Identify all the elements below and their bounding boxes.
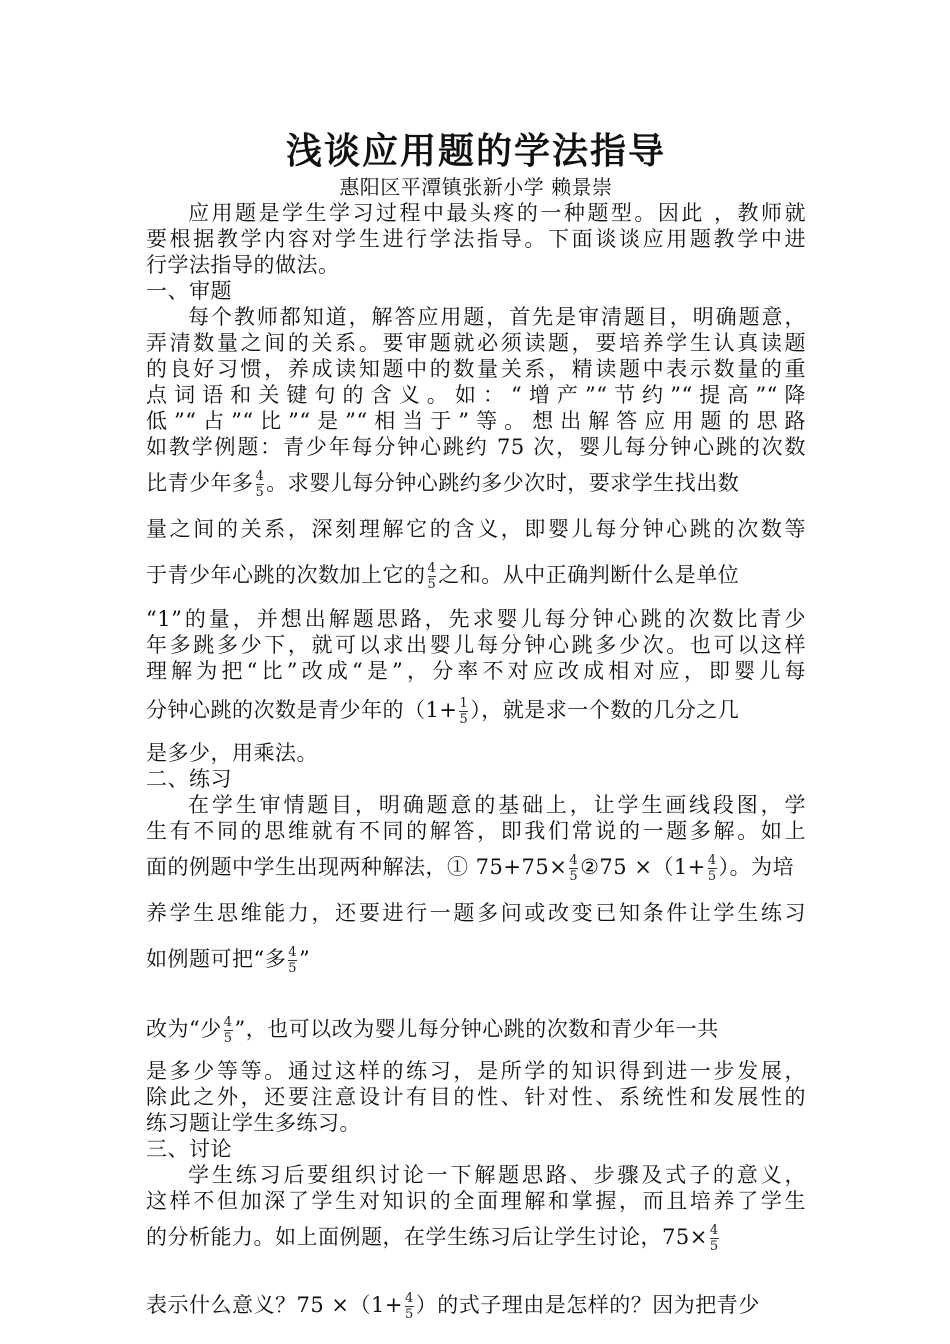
p2-line-7: 是多少等等。通过这样的练习，是所学的知识得到进一步发展， (146, 1059, 806, 1083)
numerator: 4 (709, 1223, 719, 1238)
p1-line-11: 年多跳多少下，就可以求出婴儿每分钟心跳多少次。也可以这样 (146, 633, 806, 657)
denominator: 5 (709, 1239, 719, 1254)
p1-line-8: 量之间的关系，深刻理解它的含义，即婴儿每分钟心跳的次数等 (146, 517, 806, 541)
denominator: 5 (404, 1307, 414, 1322)
denominator: 5 (255, 485, 265, 500)
p2-line-4: 养学生思维能力，还要进行一题多问或改变已知条件让学生练习 (146, 901, 806, 925)
p3-line-4 (146, 1282, 806, 1328)
numerator: 4 (255, 469, 265, 484)
document-page (146, 128, 806, 1328)
author-line: 惠阳区平潭镇张新小学 赖景崇 (339, 175, 613, 199)
fraction-four-fifths (224, 1015, 233, 1046)
text-segment: 面的例题中学生出现两种解法，① 75+75× (146, 855, 568, 879)
spacer (146, 982, 806, 1006)
p1-line-9 (146, 552, 806, 598)
denominator: 5 (427, 577, 437, 592)
p2-line-2: 生有不同的思维就有不同的解答，即我们常说的一题多解。如上 (146, 819, 806, 843)
p2-line-3 (146, 844, 806, 890)
text-segment: 比青少年多 (146, 471, 254, 495)
text-segment: ）的式子理由是怎样的？因为把青少 (415, 1293, 760, 1317)
intro-line-2: 要根据教学内容对学生进行学法指导。下面谈谈应用题教学中进 (146, 227, 806, 251)
denominator: 5 (288, 961, 298, 976)
p2-line-5 (146, 936, 806, 982)
denominator: 5 (223, 1031, 233, 1046)
p1-line-7 (146, 460, 806, 506)
p1-line-14: 是多少，用乘法。 (146, 741, 318, 765)
numerator: 4 (288, 945, 298, 960)
p1-line-3: 的良好习惯，养成读知题中的数量关系，精读题中表示数量的重 (146, 357, 806, 381)
text-segment: 表示什么意义？75 ×（1+ (146, 1293, 403, 1317)
section-heading-1: 一、审题 (146, 279, 232, 303)
p2-line-8: 除此之外，还要注意设计有目的性、针对性、系统性和发展性的 (146, 1085, 806, 1109)
text-segment: 分钟心跳的次数是青少年的（1+ (146, 698, 458, 722)
text-segment: 的分析能力。如上面例题，在学生练习后让学生讨论，75× (146, 1225, 708, 1249)
denominator: 5 (569, 869, 579, 884)
p1-line-2: 弄清数量之间的关系。要审题就必须读题，要培养学生认真读题 (146, 331, 806, 355)
p2-line-6 (146, 1006, 806, 1052)
p1-line-4: 点词语和关键句的含义。如：“增产”“节约”“提高”“降 (146, 383, 806, 407)
fraction-one-fifth (459, 696, 468, 727)
fraction-four-fifths (708, 853, 717, 884)
p1-line-13 (146, 684, 806, 736)
p3-line-1: 学生练习后要组织讨论一下解题思路、步骤及式子的意义， (188, 1163, 806, 1187)
text-segment: ”，也可以改为婴儿每分钟心跳的次数和青少年一共 (234, 1017, 719, 1041)
section-heading-3: 三、讨论 (146, 1137, 232, 1161)
p1-line-10: “1”的量，并想出解题思路，先求婴儿每分钟心跳的次数比青少 (146, 607, 806, 631)
p1-line-6: 如教学例题：青少年每分钟心跳约 75 次，婴儿每分钟心跳的次数 (146, 435, 806, 459)
fraction-four-fifths (405, 1291, 414, 1322)
denominator: 5 (707, 869, 717, 884)
intro-line-3: 行学法指导的做法。 (146, 253, 340, 277)
text-segment: 改为“少 (146, 1017, 222, 1041)
text-segment: ②75 ×（1+ (580, 855, 706, 879)
text-segment: 之和。从中正确判断什么是单位 (438, 563, 740, 587)
section-heading-2: 二、练习 (146, 767, 232, 791)
fraction-four-fifths (288, 945, 297, 976)
text-segment: 如例题可把“多 (146, 947, 287, 971)
denominator: 5 (459, 712, 469, 727)
text-segment: ” (299, 947, 311, 971)
p3-line-3 (146, 1214, 806, 1260)
p2-line-9: 练习题让学生多练习。 (146, 1111, 361, 1135)
text-segment: ）。为培 (718, 855, 795, 879)
p1-line-1: 每个教师都知道，解答应用题，首先是审清题目，明确题意， (188, 305, 806, 329)
text-segment: ），就是求一个数的几分之几 (470, 698, 740, 722)
numerator: 4 (569, 853, 579, 868)
numerator: 1 (459, 696, 469, 711)
p1-line-12: 理解为把“比”改成“是”，分率不对应改成相对应，即婴儿每 (146, 659, 806, 683)
numerator: 4 (427, 561, 437, 576)
intro-line-1: 应用题是学生学习过程中最头疼的一种题型。因此 ，教师就 (188, 201, 806, 225)
numerator: 4 (404, 1291, 414, 1306)
p2-line-1: 在学生审情题目，明确题意的基础上，让学生画线段图，学 (188, 793, 806, 817)
fraction-four-fifths (710, 1223, 719, 1254)
fraction-four-fifths (569, 853, 578, 884)
p1-line-5: 低”“占”“比”“是”“相当于”等。想出解答应用题的思路 (146, 409, 806, 433)
fraction-four-fifths (428, 561, 437, 592)
fraction-four-fifths (256, 469, 265, 500)
document-title: 浅谈应用题的学法指导 (285, 130, 666, 172)
numerator: 4 (707, 853, 717, 868)
numerator: 4 (223, 1015, 233, 1030)
text-segment: 。求婴儿每分钟心跳约多少次时，要求学生找出数 (266, 471, 740, 495)
text-segment: 于青少年心跳的次数加上它的 (146, 563, 426, 587)
p3-line-2: 这样不但加深了学生对知识的全面理解和掌握，而且培养了学生 (146, 1189, 806, 1213)
